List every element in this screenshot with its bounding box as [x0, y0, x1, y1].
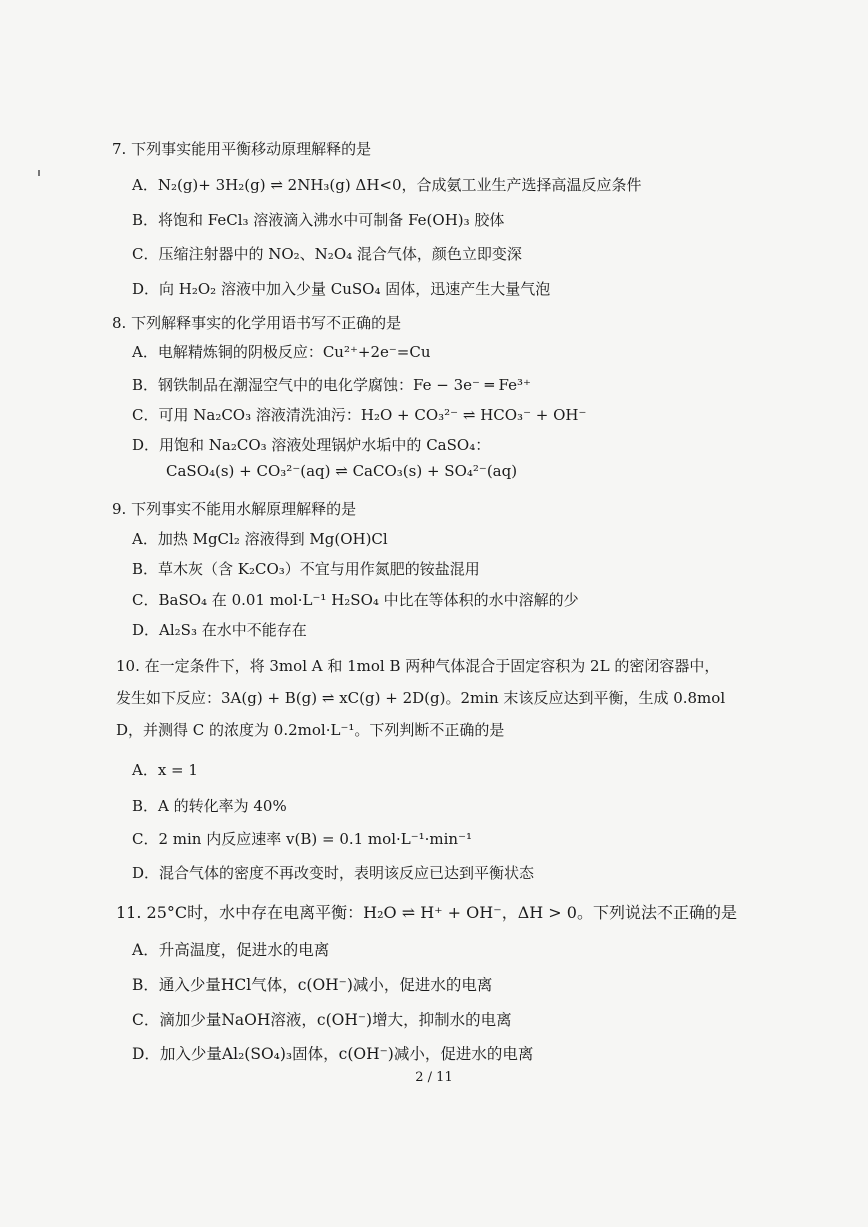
question-stem: 11. 25°C时，水中存在电离平衡：H₂O ⇌ H⁺ + OH⁻，ΔH > 0。下列说法不正确的是	[116, 903, 737, 922]
option-c: C．2 min 内反应速率 v(B) = 0.1 mol·L⁻¹·min⁻¹	[132, 830, 473, 848]
option-a: A．N₂(g)+ 3H₂(g) ⇌ 2NH₃(g) ΔH<0，合成氨工业生产选择高温反应条件	[132, 176, 642, 194]
option-d: D．加入少量Al₂(SO₄)₃固体，c(OH⁻)减小，促进水的电离	[132, 1045, 534, 1063]
option-c: C．压缩注射器中的 NO₂、N₂O₄ 混合气体，颜色立即变深	[132, 245, 522, 263]
option-d: D．Al₂S₃ 在水中不能存在	[132, 621, 307, 639]
option-b: B．草木灰（含 K₂CO₃）不宜与用作氮肥的铵盐混用	[132, 560, 480, 578]
option-b: B．通入少量HCl气体，c(OH⁻)减小，促进水的电离	[132, 976, 493, 994]
option-a: A．x = 1	[132, 761, 198, 779]
option-c: C．BaSO₄ 在 0.01 mol·L⁻¹ H₂SO₄ 中比在等体积的水中溶解的少	[132, 591, 579, 609]
option-d: D．用饱和 Na₂CO₃ 溶液处理锅炉水垢中的 CaSO₄：	[132, 436, 491, 454]
question-stem: 9. 下列事实不能用水解原理解释的是	[112, 500, 357, 518]
option-d-equation: CaSO₄(s) + CO₃²⁻(aq) ⇌ CaCO₃(s) + SO₄²⁻(aq)	[166, 462, 518, 480]
option-a: A．加热 MgCl₂ 溶液得到 Mg(OH)Cl	[132, 530, 388, 548]
question-stem: 10. 在一定条件下，将 3mol A 和 1mol B 两种气体混合于固定容积为 2L 的密闭容器中，发生如下反应：3A(g) + B(g) ⇌ xC(g) + 2D(g)。2min 末该反应达到平衡，生成 0.8mol D，并测得 C 的浓度为 0.2mol·L⁻¹。下列判断不正确的是	[116, 657, 726, 739]
question-stem: 8. 下列解释事实的化学用语书写不正确的是	[112, 314, 402, 332]
option-d: D．混合气体的密度不再改变时，表明该反应已达到平衡状态	[132, 864, 535, 882]
option-c: C．可用 Na₂CO₃ 溶液清洗油污：H₂O + CO₃²⁻ ⇌ HCO₃⁻ + OH⁻	[132, 406, 587, 424]
option-a: A．电解精炼铜的阴极反应：Cu²⁺+2e⁻=Cu	[132, 343, 431, 361]
page-number: 2 / 11	[415, 1070, 453, 1085]
option-c: C．滴加少量NaOH溶液，c(OH⁻)增大，抑制水的电离	[132, 1011, 512, 1029]
option-b: B．将饱和 FeCl₃ 溶液滴入沸水中可制备 Fe(OH)₃ 胶体	[132, 211, 505, 229]
option-d: D．向 H₂O₂ 溶液中加入少量 CuSO₄ 固体，迅速产生大量气泡	[132, 280, 551, 298]
scan-speck	[38, 170, 40, 176]
option-b: B．钢铁制品在潮湿空气中的电化学腐蚀：Fe − 3e⁻ ═ Fe³⁺	[132, 376, 531, 394]
question-stem: 7. 下列事实能用平衡移动原理解释的是	[112, 140, 372, 158]
option-a: A．升高温度，促进水的电离	[132, 941, 330, 959]
option-b: B．A 的转化率为 40%	[132, 797, 287, 815]
